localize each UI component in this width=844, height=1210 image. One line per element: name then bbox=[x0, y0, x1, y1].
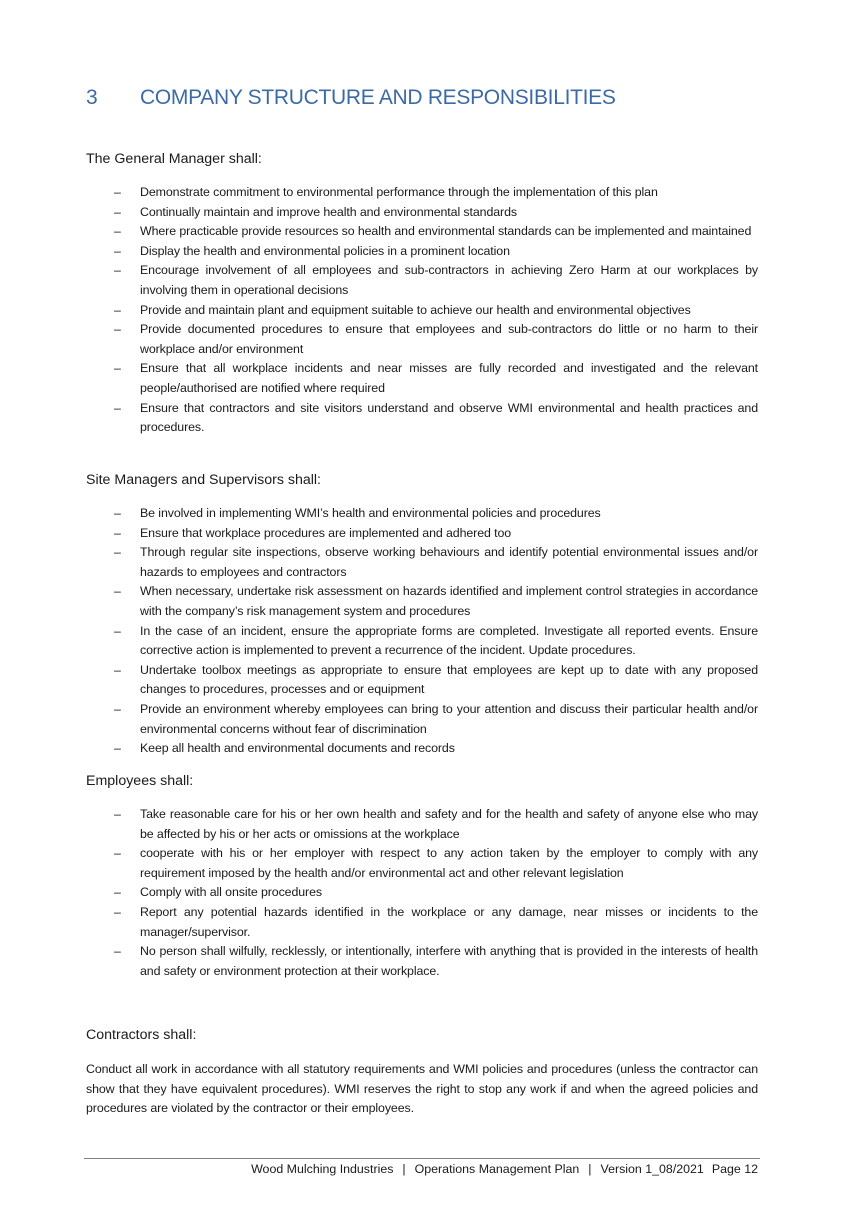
bullet-dash: – bbox=[114, 944, 121, 959]
list-item bbox=[86, 301, 758, 321]
general-manager-list bbox=[86, 183, 758, 438]
list-item bbox=[86, 903, 758, 942]
bullet-dash: – bbox=[114, 400, 121, 415]
section-number: 3 bbox=[86, 86, 98, 109]
list-item bbox=[86, 700, 758, 739]
list-item bbox=[86, 543, 758, 582]
bullet-dash: – bbox=[114, 545, 121, 560]
list-item-text: Through regular site inspections, observe working behaviours and identify potential environmental issues and/or hazards to employees and contractors bbox=[140, 545, 758, 579]
list-item bbox=[86, 739, 758, 759]
list-item-text: Provide documented procedures to ensure that employees and sub-contractors do little or no harm to their workplace and/or environment bbox=[140, 322, 758, 356]
bullet-dash: – bbox=[114, 243, 121, 258]
list-item-text: Display the health and environmental policies in a prominent location bbox=[140, 243, 510, 258]
list-item bbox=[86, 582, 758, 621]
list-item-text: Where practicable provide resources so health and environmental standards can be implemented and maintained bbox=[140, 224, 752, 239]
bullet-dash: – bbox=[114, 623, 121, 638]
list-item-text: Undertake toolbox meetings as appropriate to ensure that employees are kept up to date with any proposed changes to procedures, processes and or equipment bbox=[140, 662, 758, 697]
list-item bbox=[86, 359, 758, 398]
bullet-dash: – bbox=[114, 525, 121, 540]
bullet-dash: – bbox=[114, 361, 121, 376]
list-item bbox=[86, 261, 758, 300]
bullet-dash: – bbox=[114, 662, 121, 677]
contractors-title: Contractors shall: bbox=[86, 1027, 197, 1043]
list-item bbox=[86, 622, 758, 661]
list-item-text: Take reasonable care for his or her own health and safety and for the health and safety of anyone else who may be affected by his or her acts or omissions at the workplace bbox=[140, 807, 758, 841]
list-item-text: Ensure that workplace procedures are implemented and adhered too bbox=[140, 525, 512, 540]
bullet-dash: – bbox=[114, 263, 121, 278]
list-item-text: No person shall wilfully, recklessly, or intentionally, interfere with anything that is provided in the interests of health and safety or environment protection at their workplace. bbox=[140, 944, 758, 978]
list-item bbox=[86, 883, 758, 903]
list-item bbox=[86, 661, 758, 700]
bullet-dash: – bbox=[114, 302, 121, 317]
list-item bbox=[86, 805, 758, 844]
list-item bbox=[86, 524, 758, 544]
list-item-text: Ensure that all workplace incidents and near misses are fully recorded and investigated and the relevant people/authorised are notified where required bbox=[140, 361, 758, 395]
employees-list bbox=[86, 805, 758, 981]
list-item bbox=[86, 222, 758, 242]
bullet-dash: – bbox=[114, 185, 121, 199]
list-item bbox=[86, 504, 758, 524]
bullet-dash: – bbox=[114, 506, 121, 520]
employees-title: Employees shall: bbox=[86, 773, 194, 789]
footer-separator: | bbox=[588, 1162, 592, 1176]
list-item bbox=[86, 242, 758, 262]
bullet-dash: – bbox=[114, 204, 121, 219]
list-item bbox=[86, 183, 758, 203]
footer-divider bbox=[84, 1158, 760, 1159]
list-item bbox=[86, 203, 758, 223]
site-managers-list bbox=[86, 504, 758, 759]
list-item bbox=[86, 844, 758, 883]
section-heading bbox=[86, 86, 616, 110]
contractors-paragraph: Conduct all work in accordance with all statutory requirements and WMI policies and procedures (unless the contractor can show that they have equivalent procedures). WMI reserves the right to stop any work if and when the agreed policies and procedures are violated by the contractor or their employees. bbox=[86, 1062, 758, 1116]
list-item-text: Demonstrate commitment to environmental performance through the implementation of this plan bbox=[140, 185, 658, 199]
bullet-dash: – bbox=[114, 322, 121, 337]
list-item-text: Ensure that contractors and site visitors understand and observe WMI environmental and health practices and procedures. bbox=[140, 400, 758, 435]
bullet-dash: – bbox=[114, 807, 121, 821]
bullet-dash: – bbox=[114, 584, 121, 599]
bullet-dash: – bbox=[114, 701, 121, 716]
footer-page-number: Page 12 bbox=[711, 1162, 758, 1176]
list-item-text: When necessary, undertake risk assessment on hazards identified and implement control strategies in accordance with the company’s risk management system and procedures bbox=[140, 584, 758, 618]
footer-version: Version 1_08/2021 bbox=[600, 1162, 704, 1176]
list-item bbox=[86, 320, 758, 359]
bullet-dash: – bbox=[114, 846, 121, 861]
general-manager-title: The General Manager shall: bbox=[86, 151, 262, 167]
bullet-dash: – bbox=[114, 885, 121, 900]
section-heading-title: COMPANY STRUCTURE AND RESPONSIBILITIES bbox=[140, 86, 616, 109]
footer-company: Wood Mulching Industries bbox=[251, 1162, 394, 1176]
bullet-dash: – bbox=[114, 741, 121, 756]
list-item-text: Keep all health and environmental documents and records bbox=[140, 741, 455, 756]
bullet-dash: – bbox=[114, 904, 121, 919]
list-item-text: Continually maintain and improve health and environmental standards bbox=[140, 204, 517, 219]
list-item-text: In the case of an incident, ensure the appropriate forms are completed. Investigate all reported events. Ensure corrective action is implemented to prevent a recurrence of the incident. Update procedures. bbox=[140, 623, 758, 658]
site-managers-title: Site Managers and Supervisors shall: bbox=[86, 472, 322, 488]
list-item-text: Encourage involvement of all employees and sub-contractors in achieving Zero Harm at our workplaces by involving them in operational decisions bbox=[140, 263, 758, 297]
list-item-text: Comply with all onsite procedures bbox=[140, 885, 322, 900]
list-item-text: Provide and maintain plant and equipment suitable to achieve our health and environmental objectives bbox=[140, 302, 691, 317]
footer-separator: | bbox=[402, 1162, 406, 1176]
bullet-dash: – bbox=[114, 224, 121, 239]
list-item-text: cooperate with his or her employer with respect to any action taken by the employer to comply with any requirement imposed by the health and/or environmental act and other relevant legislation bbox=[140, 846, 758, 880]
list-item bbox=[86, 942, 758, 981]
list-item bbox=[86, 399, 758, 438]
footer-doc-title: Operations Management Plan bbox=[414, 1162, 580, 1176]
list-item-text: Report any potential hazards identified in the workplace or any damage, near misses or incidents to the manager/supervisor. bbox=[140, 904, 758, 939]
page-footer bbox=[251, 1162, 758, 1176]
list-item-text: Be involved in implementing WMI’s health and environmental policies and procedures bbox=[140, 506, 601, 520]
list-item-text: Provide an environment whereby employees can bring to your attention and discuss their particular health and/or environmental concerns without fear of discrimination bbox=[140, 701, 758, 736]
